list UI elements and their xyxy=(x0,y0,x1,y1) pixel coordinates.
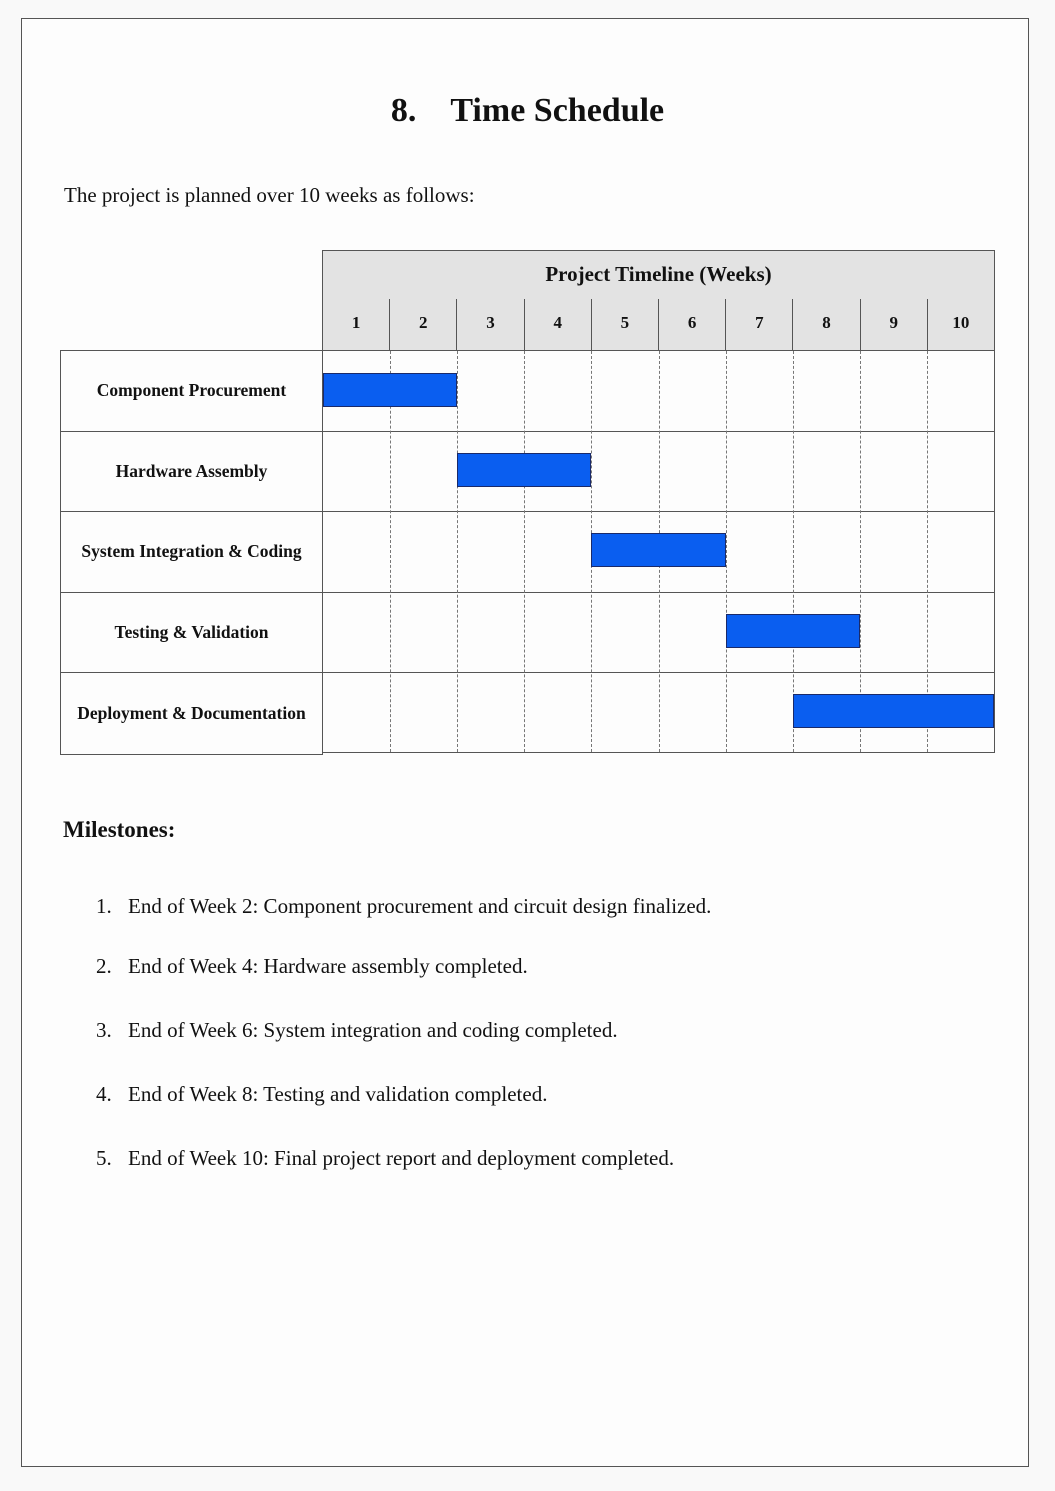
milestone-text: End of Week 2: Component procurement and circuit design finalized. xyxy=(128,894,712,918)
week-header-cell: 1 xyxy=(323,299,390,350)
timeline-title: Project Timeline (Weeks) xyxy=(322,250,995,300)
gantt-bar xyxy=(793,694,994,728)
task-label: Component Procurement xyxy=(61,351,322,432)
milestone-number: 2. xyxy=(96,954,112,978)
task-label: Testing & Validation xyxy=(61,593,322,674)
grid-week-line xyxy=(726,351,727,752)
grid-week-line xyxy=(524,351,525,752)
grid-week-line xyxy=(860,351,861,752)
milestone-item xyxy=(96,1082,547,1107)
week-header-cell: 6 xyxy=(659,299,726,350)
milestone-text: End of Week 8: Testing and validation completed. xyxy=(128,1082,548,1106)
gantt-bar xyxy=(591,533,725,567)
week-header-cell: 5 xyxy=(592,299,659,350)
milestone-number: 1. xyxy=(96,894,112,918)
milestone-item xyxy=(96,954,528,979)
milestone-item xyxy=(96,1018,618,1043)
week-header-cell: 9 xyxy=(861,299,928,350)
section-title: Time Schedule xyxy=(450,92,665,129)
gantt-bar xyxy=(726,614,860,648)
grid-week-line xyxy=(390,351,391,752)
gantt-bar xyxy=(457,453,591,487)
milestone-item xyxy=(96,894,711,919)
week-header-cell: 4 xyxy=(525,299,592,350)
timeline-grid xyxy=(322,350,995,753)
milestone-text: End of Week 6: System integration and coding completed. xyxy=(128,1018,618,1042)
gantt-bar xyxy=(323,373,457,407)
milestone-text: End of Week 4: Hardware assembly completed. xyxy=(128,954,528,978)
milestone-text: End of Week 10: Final project report and deployment completed. xyxy=(128,1146,675,1170)
milestone-item xyxy=(96,1146,674,1171)
task-label: Hardware Assembly xyxy=(61,432,322,513)
grid-week-line xyxy=(793,351,794,752)
week-header-cell: 2 xyxy=(390,299,457,350)
grid-week-line xyxy=(927,351,928,752)
milestone-number: 3. xyxy=(96,1018,112,1042)
grid-week-line xyxy=(457,351,458,752)
milestone-number: 5. xyxy=(96,1146,112,1170)
task-label: Deployment & Documentation xyxy=(77,702,306,723)
milestone-number: 4. xyxy=(96,1082,112,1106)
week-header-cell: 3 xyxy=(457,299,524,350)
intro-text: The project is planned over 10 weeks as follows: xyxy=(64,183,475,207)
week-header-cell: 7 xyxy=(726,299,793,350)
task-label-column xyxy=(60,350,323,755)
week-header-row xyxy=(322,299,995,350)
task-label: System Integration & Coding xyxy=(61,512,322,593)
week-header-cell: 10 xyxy=(952,313,970,332)
section-number: 8. xyxy=(390,92,417,129)
week-header-cell: 8 xyxy=(793,299,860,350)
milestones-title: Milestones: xyxy=(63,817,176,842)
